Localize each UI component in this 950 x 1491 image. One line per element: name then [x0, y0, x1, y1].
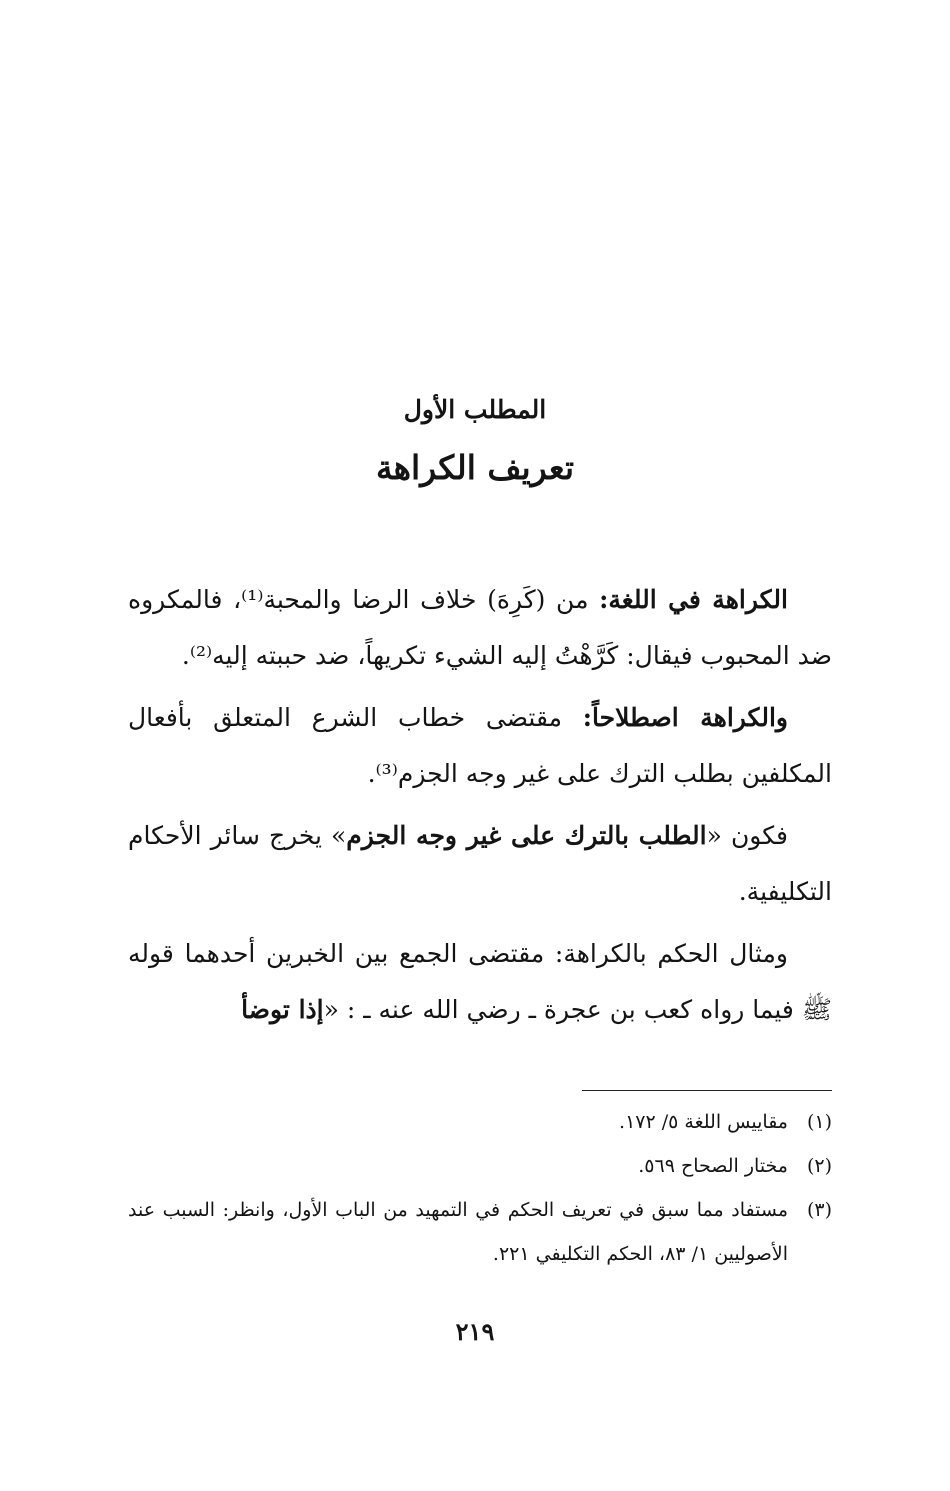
term-technical: والكراهة اصطلاحاً:: [582, 703, 788, 732]
page-number: ٢١٩: [455, 1317, 495, 1346]
paragraph-text: من (كَرِهَ) خلاف الرضا والمحبة⁽¹⁾، فالمكروه ضد المحبوب فيقال: كَرَّهْتُ إليه الشيء تكريهاً، ضد حببته إليه⁽²⁾.: [128, 585, 832, 670]
paragraph-text: » يخرج سائر الأحكام التكليفية.: [128, 821, 832, 906]
paragraph-explanation: [128, 808, 832, 920]
body-text: [128, 572, 832, 1044]
paragraph-example: [128, 926, 832, 1038]
section-label: المطلب الأول: [403, 395, 547, 424]
footnotes: [128, 1100, 832, 1276]
footnote-2: [128, 1144, 832, 1188]
footnote-text: مقاييس اللغة ٥/ ١٧٢.: [619, 1111, 788, 1133]
footnote-1: [128, 1100, 832, 1144]
chapter-title: تعريف الكراهة: [375, 448, 575, 487]
paragraph-technical-definition: [128, 690, 832, 802]
footnote-text: مستفاد مما سبق في تعريف الحكم في التمهيد من الباب الأول، وانظر: السبب عند الأصوليين ١/ ٨٣، الحكم التكليفي ٢٢١.: [128, 1199, 788, 1265]
footnote-separator: [582, 1090, 832, 1091]
footnote-number: (٢): [806, 1155, 832, 1177]
paragraph-lead: فكون «: [706, 821, 788, 850]
paragraph-linguistic-definition: [128, 572, 832, 684]
quoted-phrase: الطلب بالترك على غير وجه الجزم: [346, 821, 707, 850]
paragraph-text: مقتضى خطاب الشرع المتعلق بأفعال المكلفين بطلب الترك على غير وجه الجزم⁽³⁾.: [128, 703, 832, 788]
paragraph-text: ومثال الحكم بالكراهة: مقتضى الجمع بين الخبرين أحدهما قوله ﷺ فيما رواه كعب بن عجرة ـ رضي الله عنه ـ : «: [128, 939, 832, 1024]
footnote-number: (١): [806, 1111, 832, 1133]
footnote-text: مختار الصحاح ٥٦٩.: [638, 1155, 788, 1177]
footnote-3: [128, 1188, 832, 1276]
heading-block: [0, 388, 950, 492]
footnote-number: (٣): [806, 1199, 832, 1221]
term-linguistic: الكراهة في اللغة:: [599, 585, 788, 614]
hadith-quote: إذا توضأ: [241, 995, 324, 1024]
